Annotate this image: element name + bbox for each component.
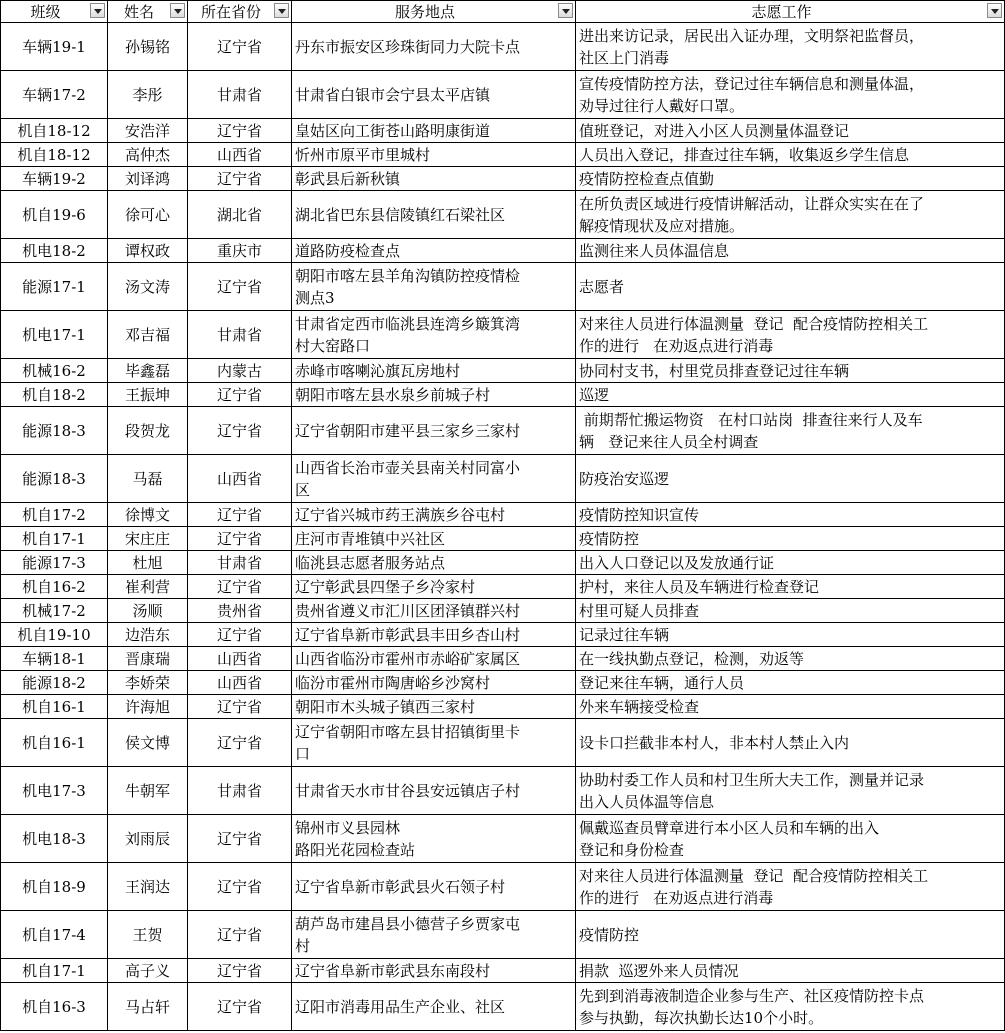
location-line: 区 (295, 480, 311, 499)
location-line: 辽宁省阜新市彰武县东南段村 (295, 961, 491, 980)
cell-name[interactable]: 边浩东 (108, 623, 188, 647)
cell-province[interactable]: 山西省 (188, 671, 292, 695)
cell-name[interactable]: 马磊 (108, 455, 188, 503)
cell-work[interactable] (576, 119, 1005, 143)
cell-class[interactable]: 车辆19-2 (1, 167, 108, 191)
work-line: 捐款 巡逻外来人员情况 (579, 961, 739, 980)
cell-province[interactable]: 辽宁省 (188, 23, 292, 71)
cell-name[interactable]: 安浩洋 (108, 119, 188, 143)
cell-class[interactable]: 车辆19-1 (1, 23, 108, 71)
filter-dropdown-icon[interactable] (987, 3, 1002, 18)
cell-location[interactable] (292, 527, 576, 551)
work-line: 作的进行 在劝返点进行消毒 (579, 336, 774, 355)
cell-province[interactable]: 辽宁省 (188, 263, 292, 311)
work-line: 社区上门消毒 (579, 48, 670, 67)
cell-work[interactable] (576, 71, 1005, 119)
cell-province[interactable]: 辽宁省 (188, 503, 292, 527)
location-line: 路阳光花园检查站 (295, 840, 416, 859)
cell-location[interactable] (292, 599, 576, 623)
cell-province[interactable]: 山西省 (188, 647, 292, 671)
table-row (1, 551, 1005, 575)
location-line: 朝阳市喀左县羊角沟镇防控疫情检 (295, 266, 521, 285)
cell-work[interactable] (576, 23, 1005, 71)
cell-location[interactable] (292, 647, 576, 671)
table-row (1, 527, 1005, 551)
work-line: 登记和身份检查 (579, 840, 685, 859)
cell-location[interactable] (292, 983, 576, 1031)
cell-name[interactable]: 徐博文 (108, 503, 188, 527)
cell-location[interactable] (292, 863, 576, 911)
location-line: 村大窑路口 (295, 336, 371, 355)
cell-class[interactable]: 机自16-1 (1, 719, 108, 767)
cell-class[interactable]: 车辆17-2 (1, 71, 108, 119)
cell-location[interactable] (292, 407, 576, 455)
cell-class[interactable]: 机自17-4 (1, 911, 108, 959)
cell-class[interactable]: 机自19-10 (1, 623, 108, 647)
cell-class[interactable]: 能源17-1 (1, 263, 108, 311)
cell-work[interactable] (576, 239, 1005, 263)
cell-name[interactable]: 许海旭 (108, 695, 188, 719)
cell-location[interactable] (292, 263, 576, 311)
location-line: 临汾市霍州市陶唐峪乡沙窝村 (295, 673, 491, 692)
table-row (1, 167, 1005, 191)
location-line: 辽宁省兴城市药王满族乡谷屯村 (295, 505, 506, 524)
table-row (1, 647, 1005, 671)
cell-name[interactable]: 王振坤 (108, 383, 188, 407)
filter-dropdown-icon[interactable] (274, 3, 289, 18)
work-line: 记录过往车辆 (579, 625, 670, 644)
location-line: 忻州市原平市里城村 (295, 145, 431, 164)
table-body (1, 23, 1005, 1031)
cell-location[interactable] (292, 671, 576, 695)
cell-work[interactable] (576, 359, 1005, 383)
cell-name[interactable]: 高仲杰 (108, 143, 188, 167)
cell-name[interactable]: 谭权政 (108, 239, 188, 263)
cell-class[interactable]: 能源17-3 (1, 551, 108, 575)
cell-class[interactable]: 机自18-2 (1, 383, 108, 407)
cell-province[interactable]: 辽宁省 (188, 959, 292, 983)
header-work (576, 1, 1005, 23)
cell-name[interactable]: 段贺龙 (108, 407, 188, 455)
location-line: 赤峰市喀喇沁旗瓦房地村 (295, 361, 461, 380)
table-row (1, 911, 1005, 959)
location-line: 村 (295, 936, 311, 955)
cell-class[interactable]: 机自18-12 (1, 143, 108, 167)
work-line: 人员出入登记，排查过往车辆，收集返乡学生信息 (579, 145, 910, 164)
cell-location[interactable] (292, 119, 576, 143)
cell-location[interactable] (292, 383, 576, 407)
cell-province[interactable]: 甘肃省 (188, 311, 292, 359)
work-line: 护村，来往人员及车辆进行检查登记 (579, 577, 820, 596)
header-location (292, 1, 576, 23)
table-row (1, 767, 1005, 815)
cell-class[interactable]: 能源18-3 (1, 407, 108, 455)
cell-name[interactable]: 李彤 (108, 71, 188, 119)
cell-name[interactable]: 王贺 (108, 911, 188, 959)
cell-class[interactable]: 机自16-1 (1, 695, 108, 719)
work-line: 协助村委工作人员和村卫生所大夫工作，测量并记录 (579, 770, 925, 789)
location-line: 贵州省遵义市汇川区团泽镇群兴村 (295, 601, 521, 620)
cell-work[interactable] (576, 719, 1005, 767)
cell-work[interactable] (576, 143, 1005, 167)
work-line: 对来往人员进行体温测量 登记 配合疫情防控相关工 (579, 866, 929, 885)
table-row (1, 695, 1005, 719)
table-row (1, 719, 1005, 767)
cell-work[interactable] (576, 503, 1005, 527)
location-line: 口 (295, 744, 311, 763)
work-line: 宣传疫情防控方法，登记过往车辆信息和测量体温， (579, 74, 925, 93)
cell-name[interactable]: 晋康瑞 (108, 647, 188, 671)
cell-work[interactable] (576, 311, 1005, 359)
cell-name[interactable]: 马占轩 (108, 983, 188, 1031)
work-line: 佩戴巡查员臂章进行本小区人员和车辆的出入 (579, 818, 880, 837)
cell-work[interactable] (576, 551, 1005, 575)
cell-work[interactable] (576, 623, 1005, 647)
header-label: 服务地点 (394, 2, 455, 21)
table-row (1, 599, 1005, 623)
location-line: 山西省长治市壶关县南关村同富小 (295, 458, 521, 477)
header-row (1, 1, 1005, 23)
cell-name[interactable]: 侯文博 (108, 719, 188, 767)
table-row (1, 623, 1005, 647)
work-line: 登记来往车辆，通行人员 (579, 673, 745, 692)
cell-location[interactable] (292, 239, 576, 263)
work-line: 对来往人员进行体温测量 登记 配合疫情防控相关工 (579, 314, 929, 333)
table-row (1, 263, 1005, 311)
cell-location[interactable] (292, 23, 576, 71)
filter-dropdown-icon[interactable] (90, 3, 105, 18)
cell-province[interactable]: 辽宁省 (188, 167, 292, 191)
cell-province[interactable]: 辽宁省 (188, 911, 292, 959)
cell-location[interactable] (292, 71, 576, 119)
cell-work[interactable] (576, 647, 1005, 671)
table-row (1, 863, 1005, 911)
location-line: 辽宁省朝阳市喀左县甘招镇街里卡 (295, 722, 521, 741)
work-line: 值班登记，对进入小区人员测量体温登记 (579, 121, 850, 140)
work-line: 疫情防控检查点值勤 (579, 169, 715, 188)
cell-location[interactable] (292, 191, 576, 239)
cell-province[interactable]: 甘肃省 (188, 71, 292, 119)
work-line: 前期帮忙搬运物资 在村口站岗 排查往来行人及车 (579, 410, 923, 429)
location-line: 甘肃省白银市会宁县太平店镇 (295, 85, 491, 104)
cell-location[interactable] (292, 575, 576, 599)
cell-class[interactable]: 机自17-2 (1, 503, 108, 527)
cell-work[interactable] (576, 695, 1005, 719)
cell-name[interactable]: 高子义 (108, 959, 188, 983)
cell-work[interactable] (576, 191, 1005, 239)
cell-class[interactable]: 机电18-2 (1, 239, 108, 263)
cell-location[interactable] (292, 911, 576, 959)
cell-province[interactable]: 山西省 (188, 455, 292, 503)
cell-province[interactable]: 辽宁省 (188, 119, 292, 143)
location-line: 朝阳市木头城子镇西三家村 (295, 697, 476, 716)
cell-work[interactable] (576, 911, 1005, 959)
cell-location[interactable] (292, 359, 576, 383)
cell-location[interactable] (292, 719, 576, 767)
cell-province[interactable]: 甘肃省 (188, 551, 292, 575)
cell-province[interactable]: 辽宁省 (188, 527, 292, 551)
table-row (1, 815, 1005, 863)
cell-class[interactable]: 能源18-3 (1, 455, 108, 503)
cell-work[interactable] (576, 167, 1005, 191)
work-line: 劝导过往行人戴好口罩。 (579, 96, 745, 115)
work-line: 疫情防控 (579, 925, 640, 944)
cell-location[interactable] (292, 455, 576, 503)
location-line: 甘肃省定西市临洮县连湾乡簸箕湾 (295, 314, 521, 333)
table-row (1, 71, 1005, 119)
table-row (1, 119, 1005, 143)
table-row (1, 359, 1005, 383)
cell-class[interactable]: 机自17-1 (1, 527, 108, 551)
cell-class[interactable]: 机电17-3 (1, 767, 108, 815)
work-line: 在所负责区域进行疫情讲解活动，让群众实实在在了 (579, 194, 925, 213)
cell-class[interactable]: 机自16-3 (1, 983, 108, 1031)
work-line: 参与执勤，每次执勤长达10个小时。 (579, 1008, 824, 1027)
cell-province[interactable]: 辽宁省 (188, 695, 292, 719)
location-line: 湖北省巴东县信陵镇红石梁社区 (295, 205, 506, 224)
cell-work[interactable] (576, 599, 1005, 623)
cell-class[interactable]: 机自17-1 (1, 959, 108, 983)
work-line: 在一线执勤点登记，检测，劝返等 (579, 649, 805, 668)
cell-location[interactable] (292, 143, 576, 167)
cell-class[interactable]: 机电18-3 (1, 815, 108, 863)
location-line: 庄河市青堆镇中兴社区 (295, 529, 446, 548)
work-line: 出入人口登记以及发放通行证 (579, 553, 775, 572)
cell-location[interactable] (292, 623, 576, 647)
header-province (188, 1, 292, 23)
location-line: 彰武县后新秋镇 (295, 169, 401, 188)
cell-name[interactable]: 崔利营 (108, 575, 188, 599)
work-line: 出入人员体温等信息 (579, 792, 715, 811)
cell-province[interactable]: 辽宁省 (188, 863, 292, 911)
cell-province[interactable]: 山西省 (188, 143, 292, 167)
cell-name[interactable]: 宋庄庄 (108, 527, 188, 551)
work-line: 防疫治安巡逻 (579, 469, 670, 488)
cell-location[interactable] (292, 503, 576, 527)
cell-name[interactable]: 刘雨辰 (108, 815, 188, 863)
cell-work[interactable] (576, 671, 1005, 695)
cell-name[interactable]: 李娇荣 (108, 671, 188, 695)
cell-province[interactable]: 内蒙古 (188, 359, 292, 383)
work-line: 辆 登记来往人员全村调查 (579, 432, 759, 451)
work-line: 监测往来人员体温信息 (579, 241, 730, 260)
filter-dropdown-icon[interactable] (170, 3, 185, 18)
cell-work[interactable] (576, 815, 1005, 863)
table-row (1, 191, 1005, 239)
cell-location[interactable] (292, 551, 576, 575)
work-line: 进出来访记录，居民出入证办理，文明祭祀监督员， (579, 26, 925, 45)
table-row (1, 575, 1005, 599)
cell-class[interactable]: 机自16-2 (1, 575, 108, 599)
location-line: 辽宁彰武县四堡子乡冷家村 (295, 577, 476, 596)
cell-province[interactable]: 贵州省 (188, 599, 292, 623)
location-line: 丹东市振安区珍珠街同力大院卡点 (295, 37, 521, 56)
work-line: 作的进行 在劝返点进行消毒 (579, 888, 774, 907)
cell-province[interactable]: 辽宁省 (188, 719, 292, 767)
work-line: 外来车辆接受检查 (579, 697, 700, 716)
cell-class[interactable]: 机自18-12 (1, 119, 108, 143)
cell-location[interactable] (292, 815, 576, 863)
header-class (1, 1, 108, 23)
cell-work[interactable] (576, 383, 1005, 407)
location-line: 道路防疫检查点 (295, 241, 401, 260)
location-line: 锦州市义县园林 (295, 818, 401, 837)
cell-province[interactable]: 湖北省 (188, 191, 292, 239)
cell-province[interactable]: 辽宁省 (188, 983, 292, 1031)
work-line: 巡逻 (579, 385, 610, 404)
work-line: 志愿者 (579, 277, 625, 296)
work-line: 先到到消毒液制造企业参与生产、社区疫情防控卡点 (579, 986, 925, 1005)
work-line: 村里可疑人员排查 (579, 601, 700, 620)
filter-dropdown-icon[interactable] (558, 3, 573, 18)
cell-location[interactable] (292, 959, 576, 983)
cell-name[interactable]: 刘译鸿 (108, 167, 188, 191)
cell-location[interactable] (292, 695, 576, 719)
location-line: 辽阳市消毒用品生产企业、社区 (295, 997, 506, 1016)
table-row (1, 383, 1005, 407)
location-line: 葫芦岛市建昌县小德营子乡贾家屯 (295, 914, 521, 933)
header-label: 班级 (30, 2, 61, 21)
cell-work[interactable] (576, 959, 1005, 983)
table-row (1, 455, 1005, 503)
header-label: 所在省份 (200, 2, 261, 21)
location-line: 甘肃省天水市甘谷县安远镇店子村 (295, 781, 521, 800)
work-line: 设卡口拦截非本村人，非本村人禁止入内 (579, 733, 850, 752)
cell-name[interactable]: 杜旭 (108, 551, 188, 575)
cell-location[interactable] (292, 311, 576, 359)
location-line: 测点3 (295, 288, 335, 307)
location-line: 山西省临汾市霍州市赤峪矿家属区 (295, 649, 521, 668)
cell-name[interactable]: 王润达 (108, 863, 188, 911)
work-line: 协同村支书，村里党员排查登记过往车辆 (579, 361, 850, 380)
table-row (1, 671, 1005, 695)
cell-province[interactable]: 辽宁省 (188, 815, 292, 863)
cell-work[interactable] (576, 767, 1005, 815)
cell-name[interactable]: 徐可心 (108, 191, 188, 239)
location-line: 辽宁省阜新市彰武县火石领子村 (295, 877, 506, 896)
table-row (1, 239, 1005, 263)
work-line: 疫情防控 (579, 529, 640, 548)
cell-class[interactable]: 机械16-2 (1, 359, 108, 383)
cell-location[interactable] (292, 167, 576, 191)
cell-province[interactable]: 甘肃省 (188, 767, 292, 815)
work-line: 解疫情现状及应对措施。 (579, 216, 745, 235)
work-line: 疫情防控知识宣传 (579, 505, 700, 524)
location-line: 辽宁省阜新市彰武县丰田乡杏山村 (295, 625, 521, 644)
cell-class[interactable]: 能源18-2 (1, 671, 108, 695)
table-row (1, 143, 1005, 167)
cell-province[interactable]: 辽宁省 (188, 407, 292, 455)
cell-name[interactable]: 毕鑫磊 (108, 359, 188, 383)
cell-province[interactable]: 重庆市 (188, 239, 292, 263)
cell-work[interactable] (576, 455, 1005, 503)
cell-name[interactable]: 汤文涛 (108, 263, 188, 311)
table-row (1, 23, 1005, 71)
cell-class[interactable]: 机自18-9 (1, 863, 108, 911)
location-line: 辽宁省朝阳市建平县三家乡三家村 (295, 421, 521, 440)
cell-class[interactable]: 机械17-2 (1, 599, 108, 623)
cell-class[interactable]: 机自19-6 (1, 191, 108, 239)
cell-location[interactable] (292, 767, 576, 815)
header-label: 志愿工作 (751, 2, 812, 21)
location-line: 皇姑区向工街苍山路明康街道 (295, 121, 491, 140)
cell-province[interactable]: 辽宁省 (188, 623, 292, 647)
cell-class[interactable]: 机电17-1 (1, 311, 108, 359)
table-row (1, 407, 1005, 455)
table-row (1, 983, 1005, 1031)
location-line: 朝阳市喀左县水泉乡前城子村 (295, 385, 491, 404)
cell-province[interactable]: 辽宁省 (188, 575, 292, 599)
table-row (1, 503, 1005, 527)
table-row (1, 311, 1005, 359)
cell-work[interactable] (576, 263, 1005, 311)
cell-name[interactable]: 邓吉福 (108, 311, 188, 359)
cell-work[interactable] (576, 983, 1005, 1031)
cell-province[interactable]: 辽宁省 (188, 383, 292, 407)
cell-name[interactable]: 孙锡铭 (108, 23, 188, 71)
cell-name[interactable]: 牛朝军 (108, 767, 188, 815)
cell-work[interactable] (576, 863, 1005, 911)
table-row (1, 959, 1005, 983)
cell-work[interactable] (576, 575, 1005, 599)
cell-name[interactable]: 汤顺 (108, 599, 188, 623)
cell-work[interactable] (576, 527, 1005, 551)
location-line: 临洮县志愿者服务站点 (295, 553, 446, 572)
cell-work[interactable] (576, 407, 1005, 455)
cell-class[interactable]: 车辆18-1 (1, 647, 108, 671)
header-name (108, 1, 188, 23)
header-label: 姓名 (123, 2, 154, 21)
